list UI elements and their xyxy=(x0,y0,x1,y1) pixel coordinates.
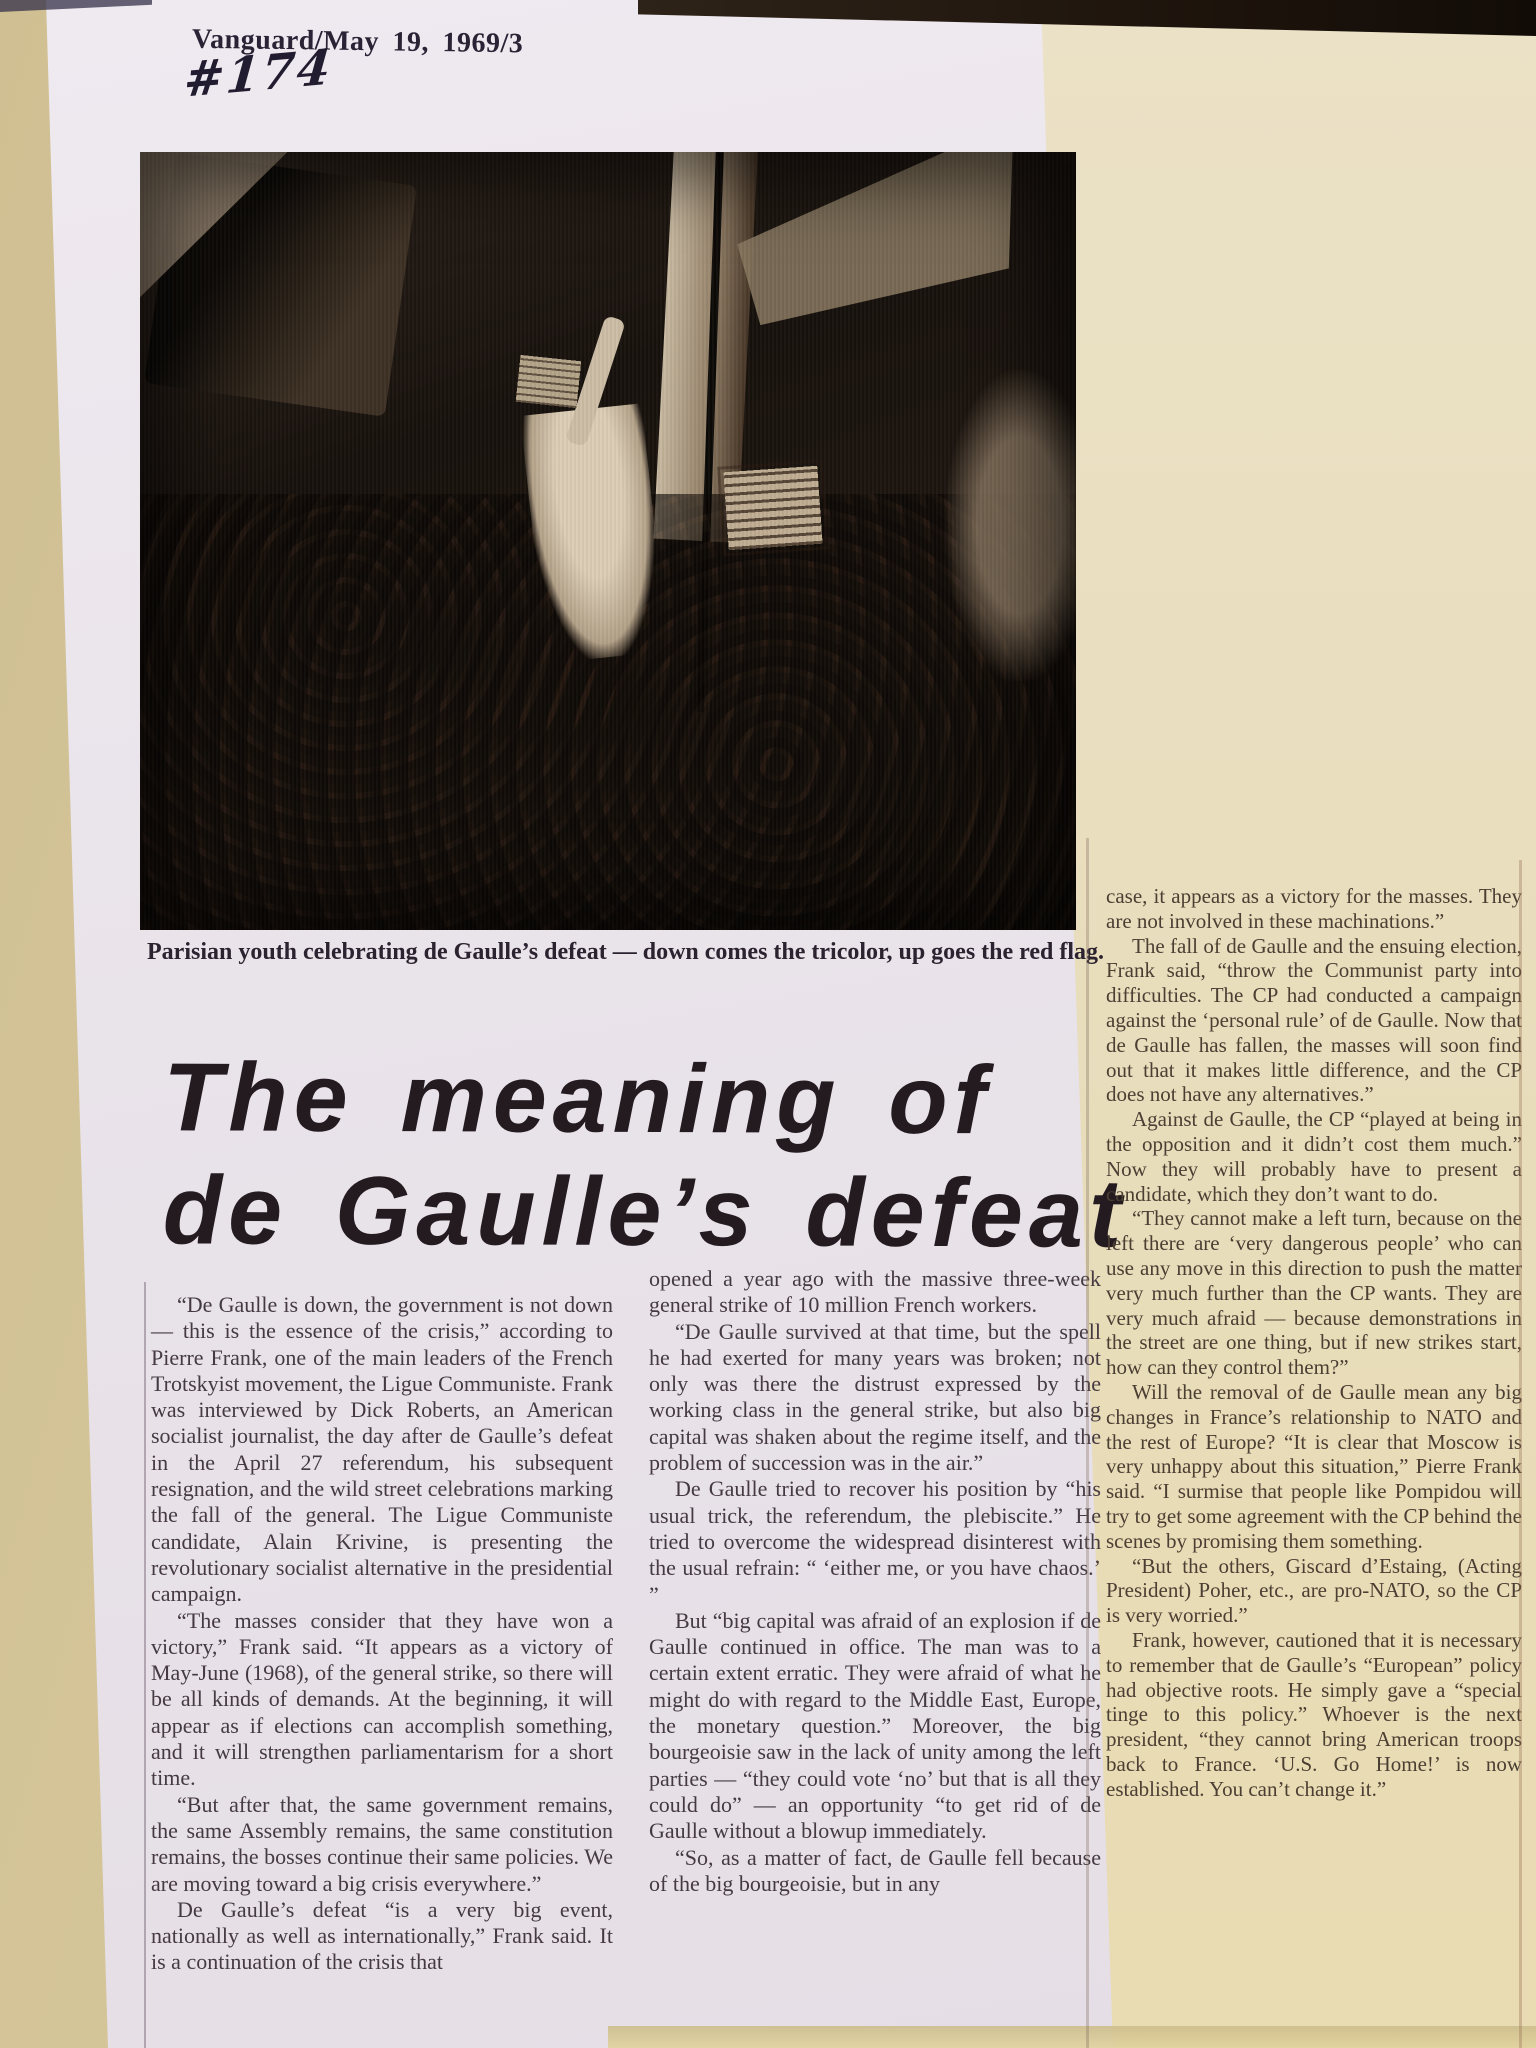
paragraph: The fall of de Gaulle and the ensuing election, Frank said, “throw the Communist party into difficulties. The CP had conducted a campaign against the ‘personal rule’ of de Gaulle. Now that de Gaulle has fallen, the masses will soon find out that it makes little difference, and the CP does not have any alternatives.” xyxy=(1106,933,1522,1107)
article-headline xyxy=(163,1040,1128,1269)
body-column-1 xyxy=(151,1292,613,1976)
paragraph: De Gaulle’s defeat “is a very big event, nationally as well as internationally,” Frank said. It is a continuation of the crisis that xyxy=(151,1896,613,1975)
masthead: Vanguard/May 19, 1969/3 xyxy=(191,23,524,60)
paragraph: Frank, however, cautioned that it is necessary to remember that de Gaulle’s “European” policy had objective roots. He simply gave a “special tinge to this policy.” Whoever is the next president, “they cannot bring American troops back to France. ‘U.S. Go Home!’ is now established. You can’t change it.” xyxy=(1106,1627,1522,1801)
paragraph: “De Gaulle is down, the government is not down — this is the essence of the crisis,” according to Pierre Frank, one of the main leaders of the French Trotskyist movement, the Ligue Communiste. Frank was interviewed by Dick Roberts, an American socialist journalist, the day after de Gaulle’s defeat in the April 27 referendum, his subsequent resignation, and the wild street celebrations marking the fall of the general. The Ligue Communiste candidate, Alain Krivine, is presenting the revolutionary socialist alternative in the presidential campaign. xyxy=(151,1292,613,1607)
paragraph: “But the others, Giscard d’Estaing, (Acting President) Poher, etc., are pro-NATO, so the CP is very worried.” xyxy=(1106,1553,1522,1628)
clipping-seam xyxy=(1086,838,1089,2048)
paragraph: But “big capital was afraid of an explosion if de Gaulle continued in office. The man was to a certain extent erratic. They were afraid of what he might do with regard to the Middle East, Europe, the monetary question.” Moreover, the big bourgeoisie saw in the lack of unity among the left parties — “they could vote ‘no’ but that is all they could do” — an opportunity “to get rid of de Gaulle without a blowup immediately. xyxy=(649,1607,1101,1844)
photo-caption: Parisian youth celebrating de Gaulle’s defeat — down comes the tricolor, up goes the red flag. xyxy=(147,939,1105,965)
paragraph: opened a year ago with the massive three-week general strike of 10 million French workers. xyxy=(649,1266,1101,1318)
clipping-right-edge xyxy=(1519,860,1522,2048)
paragraph: “They cannot make a left turn, because on the left there are ‘very dangerous people’ who can use any move in this direction to push the matter very much further than the CP wants. They are very much afraid — because demonstrations in the street are one thing, but if new strikes start, how can they control them?” xyxy=(1106,1206,1522,1380)
paragraph: De Gaulle tried to recover his position by “his usual trick, the referendum, the plebiscite.” He tried to overcome the widespread disinterest with the usual refrain: “ ‘either me, or you have chaos.’ ” xyxy=(649,1476,1101,1607)
backing-bottom-strip xyxy=(608,2026,1536,2048)
photo-vignette xyxy=(140,152,1076,930)
column-rule xyxy=(144,1282,146,2048)
paragraph: “So, as a matter of fact, de Gaulle fell because of the big bourgeoisie, but in any xyxy=(649,1844,1101,1896)
paragraph: case, it appears as a victory for the masses. They are not involved in these machinations.” xyxy=(1106,884,1522,933)
paragraph: “De Gaulle survived at that time, but the spell he had exerted for many years was broken; not only was there the distrust expressed by the working class in the general strike, but also big capital was shaken about the regime itself, and the problem of succession was in the air.” xyxy=(649,1318,1101,1476)
news-photo xyxy=(140,152,1076,930)
paragraph: “But after that, the same government remains, the same Assembly remains, the same constitution remains, the bosses continue their same policies. We are moving toward a big crisis everywhere.” xyxy=(151,1791,613,1896)
paragraph: Against de Gaulle, the CP “played at being in the opposition and it didn’t cost them much.” Now they will probably have to present a candidate, which they don’t want to do. xyxy=(1106,1107,1522,1206)
headline-line-1: The meaning of xyxy=(163,1042,993,1155)
handwritten-catalog-number: #174 xyxy=(181,39,335,109)
headline-line-2: de Gaulle’s defeat xyxy=(162,1155,1128,1268)
paragraph: “The masses consider that they have won a victory,” Frank said. “It appears as a victory of May-June (1968), of the general strike, so there will be all kinds of demands. At the beginning, it will appear as if elections can accomplish something, and it will strengthen parliamentarism for a short time. xyxy=(151,1607,613,1791)
paragraph: Will the removal of de Gaulle mean any big changes in France’s relationship to NATO and the rest of Europe? “It is clear that Moscow is very unhappy about this situation,” Pierre Frank said. “I surmise that people like Pompidou will try to get some agreement with the CP behind the scenes by promising them something. xyxy=(1106,1379,1522,1553)
body-column-2 xyxy=(649,1266,1101,1897)
body-column-3 xyxy=(1106,884,1522,1801)
